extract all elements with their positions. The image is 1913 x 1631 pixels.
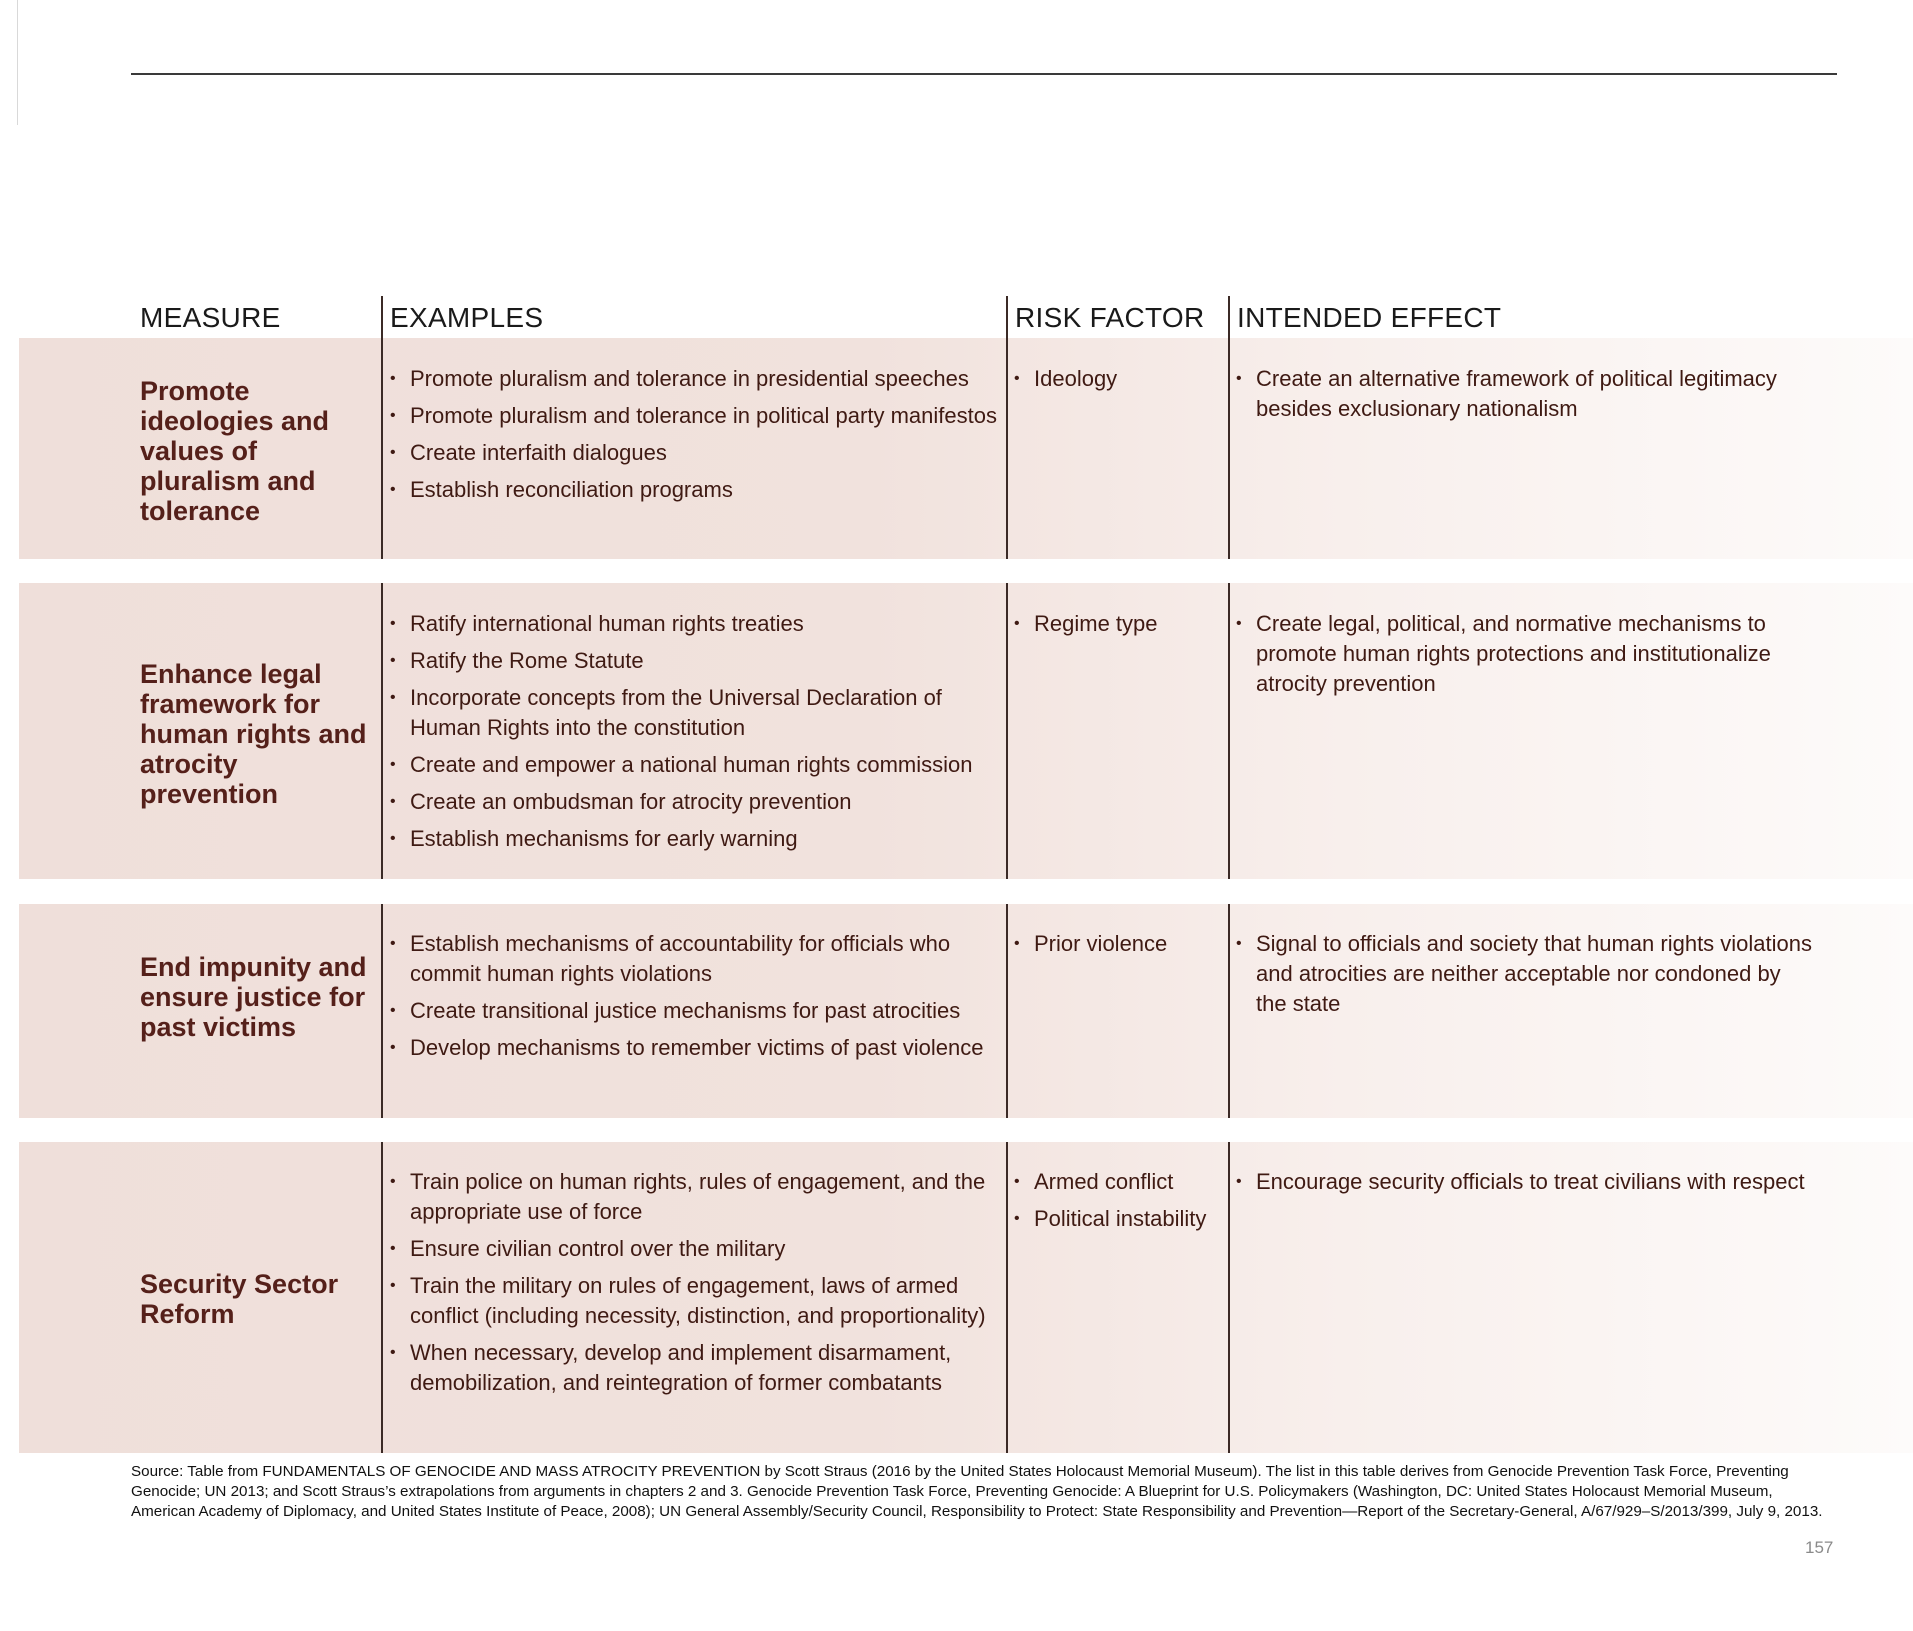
intended-effect-cell [1236,1167,1816,1204]
examples-cell [390,609,1005,861]
list-item: • Signal to officials and society that human rights violations and atrocities are neither acceptable nor condoned by the state [1236,929,1816,1019]
column-divider [1228,583,1230,879]
intended-effect-cell [1236,364,1816,431]
list-item: • Create legal, political, and normative mechanisms to promote human rights protections and institutionalize atrocity prevention [1236,609,1816,699]
page-number: 157 [1805,1538,1834,1557]
list-item: • Promote pluralism and tolerance in presidential speeches [390,364,1005,394]
column-divider [1006,583,1008,879]
list-item: • Ratify the Rome Statute [390,646,1005,676]
list-item: • Create and empower a national human rights commission [390,750,1005,780]
column-divider [1228,1142,1230,1453]
examples-cell [390,1167,1005,1405]
list-item: • Establish mechanisms of accountability for officials who commit human rights violations [390,929,1005,989]
column-divider [381,1142,383,1453]
column-divider [1228,296,1230,559]
list-item: • Ratify international human rights treaties [390,609,1005,639]
list-item: • Encourage security officials to treat civilians with respect [1236,1167,1816,1197]
page-edge-line [17,0,18,125]
list-item: • Train police on human rights, rules of engagement, and the appropriate use of force [390,1167,1005,1227]
column-divider [1006,1142,1008,1453]
risk-factor-cell [1014,364,1229,401]
header-intended-effect: INTENDED EFFECT [1237,302,1502,333]
measure-label: End impunity and ensure justice for past victims [140,952,367,1042]
list-item: • Ideology [1014,364,1229,394]
list-item: • Develop mechanisms to remember victims of past violence [390,1033,1005,1063]
risk-factor-cell [1014,1167,1229,1241]
top-rule [131,73,1837,75]
list-item: • Establish reconciliation programs [390,475,1005,505]
column-divider [381,583,383,879]
list-item: • Regime type [1014,609,1229,639]
header-risk-factor: RISK FACTOR [1015,302,1205,333]
list-item: • Armed conflict [1014,1167,1229,1197]
risk-factor-cell [1014,929,1229,966]
list-item: • Train the military on rules of engagement, laws of armed conflict (including necessity, distinction, and proportionality) [390,1271,1005,1331]
risk-factor-cell [1014,609,1229,646]
list-item: • Incorporate concepts from the Universal Declaration of Human Rights into the constitution [390,683,1005,743]
column-divider [1006,296,1008,559]
list-item: • Create an alternative framework of political legitimacy besides exclusionary nationalism [1236,364,1816,424]
list-item: • Establish mechanisms for early warning [390,824,1005,854]
examples-cell [390,929,1005,1070]
list-item: • Promote pluralism and tolerance in political party manifestos [390,401,1005,431]
source-note: Source: Table from FUNDAMENTALS OF GENOCIDE AND MASS ATROCITY PREVENTION by Scott Straus (2016 by the United States Holocaust Memorial Museum). The list in this table derives from Genocide Prevention Task Force, Preventing Genocide; UN 2013; and Scott Straus’s extrapolations from arguments in chapters 2 and 3. Genocide Prevention Task Force, Preventing Genocide: A Blueprint for U.S. Policymakers (Washington, DC: United States Holocaust Memorial Museum, American Academy of Diplomacy, and United States Institute of Peace, 2008); UN General Assembly/Security Council, Responsibility to Protect: State Responsibility and Prevention—Report of the Secretary-General, A/67/929–S/2013/399, July 9, 2013. [131,1463,1823,1520]
measure-label: Promote ideologies and values of pluralism and tolerance [140,376,330,526]
measure-label: Enhance legal framework for human rights and atrocity prevention [140,659,367,809]
list-item: • Ensure civilian control over the military [390,1234,1005,1264]
examples-cell [390,364,1005,512]
list-item: • Political instability [1014,1204,1229,1234]
measure-label: Security Sector Reform [140,1269,339,1329]
list-item: • When necessary, develop and implement disarmament, demobilization, and reintegration of former combatants [390,1338,1005,1398]
column-divider [1228,904,1230,1118]
column-divider [381,296,383,559]
header-examples: EXAMPLES [390,302,544,333]
list-item: • Create interfaith dialogues [390,438,1005,468]
header-measure: MEASURE [140,302,281,333]
column-divider [1006,904,1008,1118]
list-item: • Prior violence [1014,929,1229,959]
intended-effect-cell [1236,929,1816,1026]
list-item: • Create an ombudsman for atrocity prevention [390,787,1005,817]
list-item: • Create transitional justice mechanisms for past atrocities [390,996,1005,1026]
column-divider [381,904,383,1118]
intended-effect-cell [1236,609,1816,706]
